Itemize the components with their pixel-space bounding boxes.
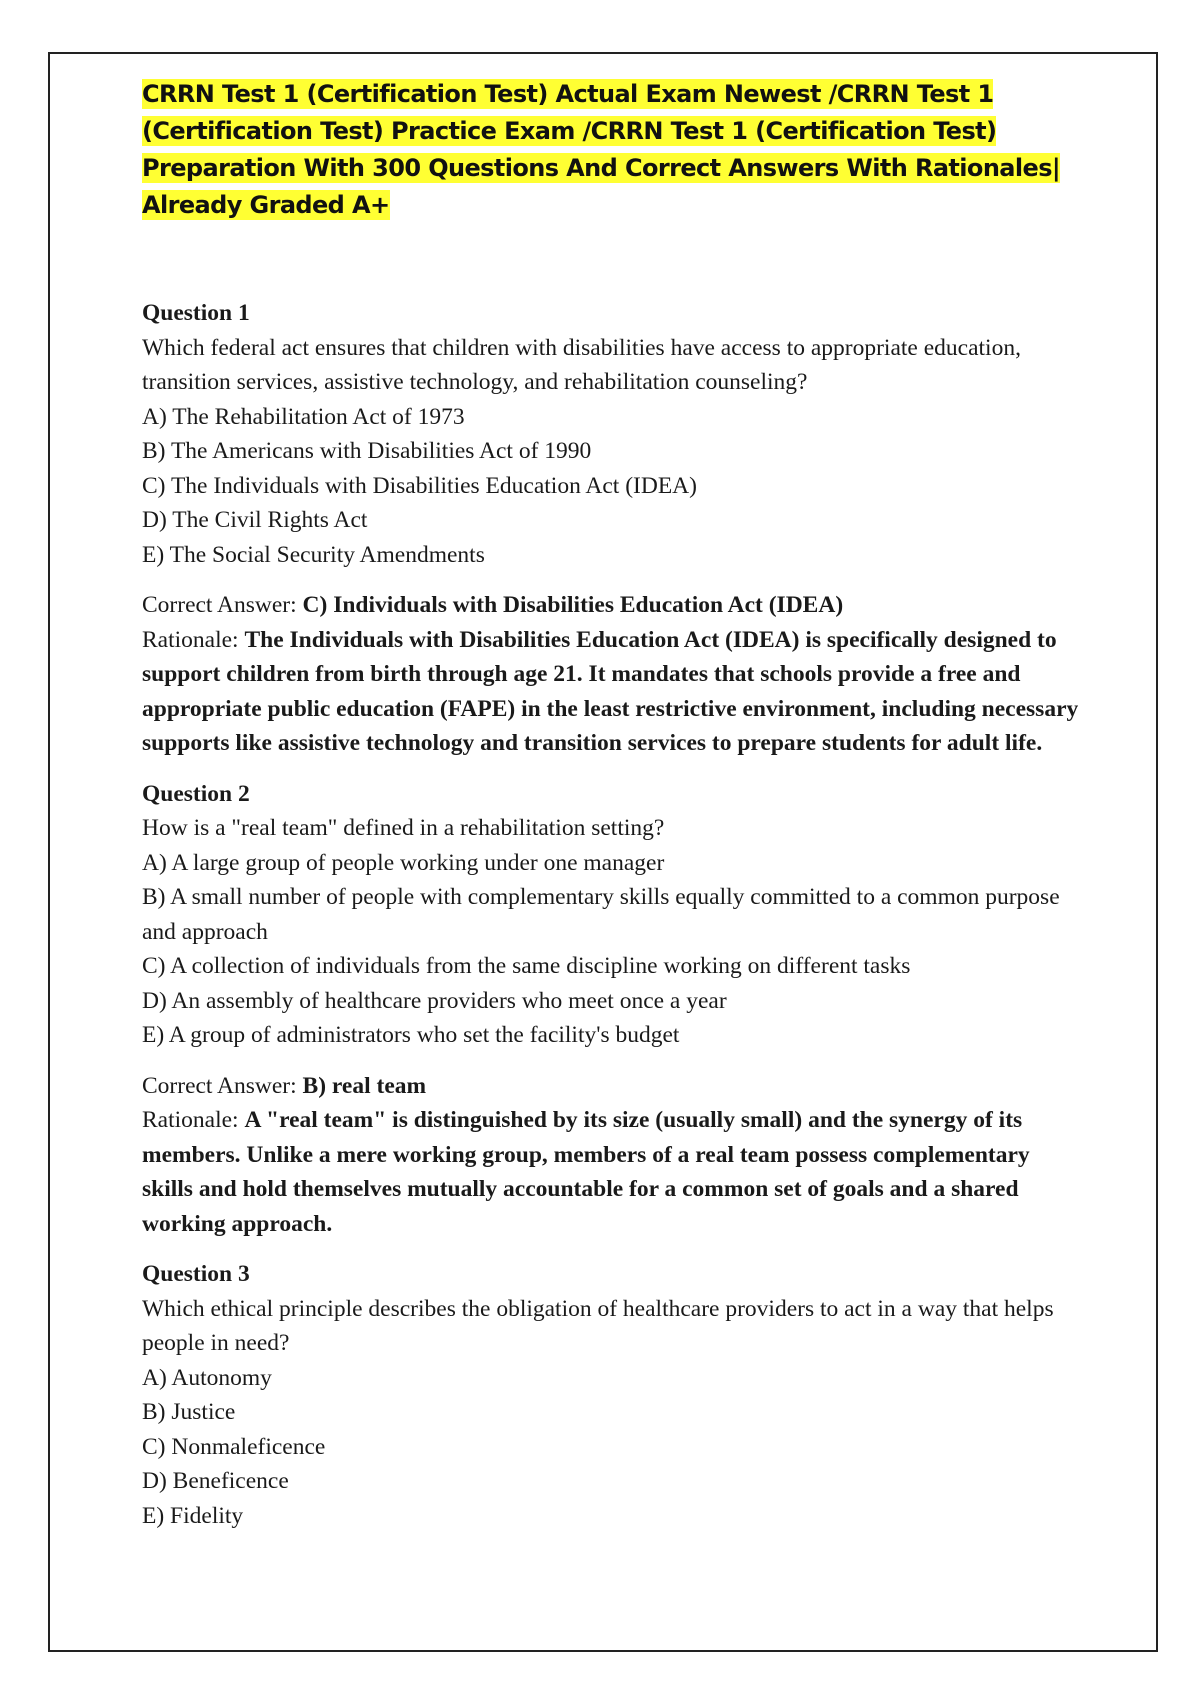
option-a: A) Autonomy — [142, 1364, 272, 1391]
correct-answer-value: C) Individuals with Disabilities Education Act (IDEA) — [302, 592, 844, 618]
question-block-3 — [142, 1257, 1082, 1533]
rationale-text: A "real team" is distinguished by its size (usually small) and the synergy of its members. Unlike a mere working group, members of a real team possess complementary skills and hold themselves mutually accountable for a common set of goals and a shared working approach. — [142, 1107, 1030, 1237]
option-b: B) Justice — [142, 1399, 236, 1425]
question-block-2 — [142, 777, 1082, 1242]
option-d: D) An assembly of healthcare providers who meet once a year — [142, 987, 727, 1014]
rationale-line — [142, 623, 1082, 761]
answer-options — [142, 1361, 1082, 1534]
option-b: B) A small number of people with complementary skills equally committed to a common purpose and approach — [142, 884, 1060, 945]
correct-answer-label: Correct Answer: — [142, 1072, 303, 1099]
question-block-1 — [142, 296, 1082, 761]
correct-answer-line — [142, 588, 1082, 623]
answer-options — [142, 400, 1082, 573]
option-c: C) The Individuals with Disabilities Education Act (IDEA) — [142, 472, 697, 499]
option-c: C) A collection of individuals from the same discipline working on different tasks — [142, 953, 911, 979]
rationale-text: The Individuals with Disabilities Education Act (IDEA) is specifically designed to support children from birth through age 21. It mandates that schools provide a free and appropriate public education (FAPE) in the least restrictive environment, including necessary supports like assistive technology and transition services to prepare students for adult life. — [142, 626, 1079, 756]
question-text: Which federal act ensures that children with disabilities have access to appropriate education, transition services, assistive technology, and rehabilitation counseling? — [142, 334, 1021, 395]
option-e: E) Fidelity — [142, 1502, 244, 1529]
option-a: A) A large group of people working under one manager — [142, 849, 665, 876]
question-heading: Question 3 — [142, 1261, 250, 1287]
answer-options — [142, 846, 1082, 1053]
question-text: Which ethical principle describes the obligation of healthcare providers to act in a way that helps people in need? — [142, 1295, 1054, 1356]
rationale-label: Rationale: — [142, 1107, 245, 1133]
option-e: E) The Social Security Amendments — [142, 541, 485, 568]
option-a: A) The Rehabilitation Act of 1973 — [142, 403, 465, 430]
option-b: B) The Americans with Disabilities Act of 1990 — [142, 438, 592, 464]
document-body — [142, 76, 1082, 1549]
question-heading: Question 1 — [142, 300, 250, 326]
option-e: E) A group of administrators who set the facility's budget — [142, 1022, 680, 1048]
question-heading: Question 2 — [142, 780, 250, 807]
document-title — [142, 76, 1082, 224]
correct-answer-line — [142, 1069, 1082, 1104]
title-highlight: CRRN Test 1 (Certification Test) Actual Exam Newest /CRRN Test 1 (Certification Test) Practice Exam /CRRN Test 1 (Certification Test) Preparation With 300 Questions And Correct Answers With Rationales| Already Graded A+ — [142, 80, 1061, 219]
question-text: How is a "real team" defined in a rehabilitation setting? — [142, 815, 665, 841]
option-d: D) Beneficence — [142, 1468, 289, 1494]
option-c: C) Nonmaleficence — [142, 1433, 326, 1460]
correct-answer-label: Correct Answer: — [142, 592, 303, 618]
correct-answer-value: B) real team — [302, 1072, 427, 1099]
rationale-line — [142, 1103, 1082, 1241]
rationale-label: Rationale: — [142, 626, 245, 653]
option-d: D) The Civil Rights Act — [142, 507, 368, 533]
